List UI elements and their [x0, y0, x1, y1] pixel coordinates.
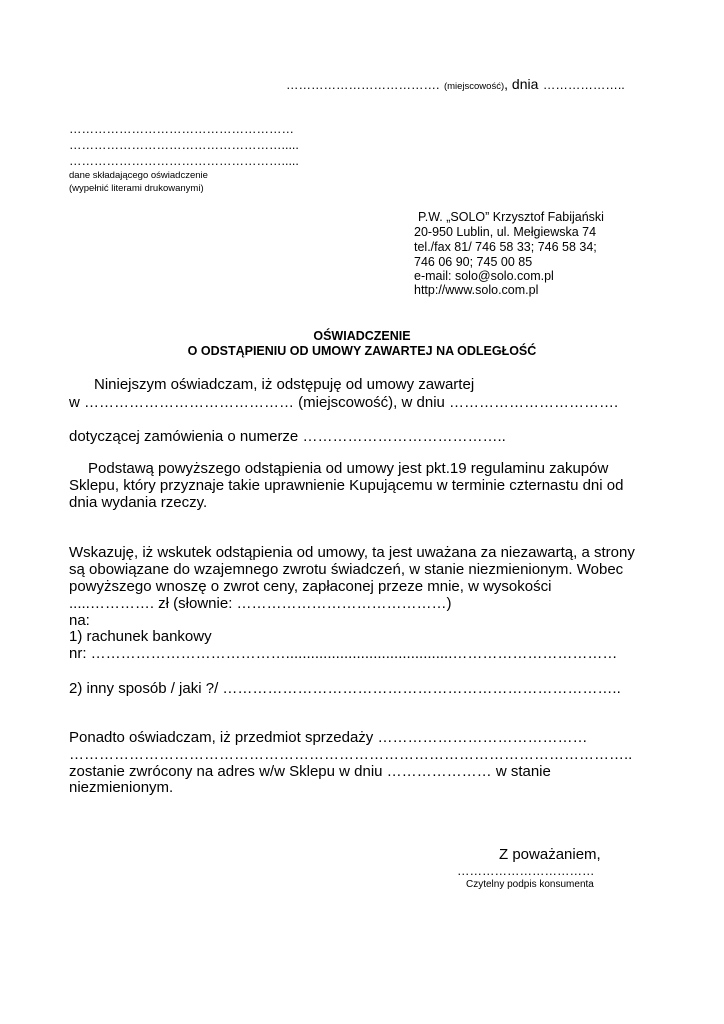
recipient-email: e-mail: solo@solo.com.pl — [414, 269, 554, 283]
body-other-method: 2) inny sposób / jaki ?/ …………………………………………………………………….. — [69, 680, 621, 697]
body-p1-line-2: w …………………………………… (miejscowość), w dniu ……………………………. — [69, 394, 619, 411]
body-p4-line-1: Wskazuję, iż wskutek odstąpienia od umowy, ta jest uważana za niezawartą, a strony — [69, 544, 635, 561]
place-date-line — [286, 76, 625, 94]
place-label: (miejscowość) — [443, 81, 505, 92]
body-order-number: dotyczącej zamówienia o numerze ………………………………….. — [69, 428, 506, 445]
recipient-website: http://www.solo.com.pl — [414, 283, 539, 297]
body-p6-line-1: Ponadto oświadczam, iż przedmiot sprzedaży …………………………………… — [69, 729, 588, 746]
body-na-label: na: — [69, 612, 90, 629]
signature-line: …………………………… — [457, 864, 595, 878]
sender-caption-note: (wypełnić literami drukowanymi) — [69, 183, 204, 194]
body-p4-line-3: powyższego wnoszę o zwrot ceny, zapłaconej przeze mnie, w wysokości — [69, 578, 552, 595]
recipient-phone-1: tel./fax 81/ 746 58 33; 746 58 34; — [414, 240, 597, 254]
recipient-company: P.W. „SOLO” Krzysztof Fabijański — [418, 210, 604, 224]
body-p6-line-4: niezmienionym. — [69, 779, 174, 796]
sender-line-1: ……………………………………………… — [69, 122, 294, 136]
sender-line-3: ……………………………………………..... — [69, 154, 299, 168]
sender-caption: dane składającego oświadczenie — [69, 170, 208, 181]
date-dots: ……………….. — [542, 78, 625, 92]
body-amount-line: .....…………. zł (słownie: ……………………………………) — [69, 595, 452, 612]
body-p3-line-1: Podstawą powyższego odstąpienia od umowy jest pkt.19 regulaminu zakupów — [88, 460, 609, 477]
body-p4-line-2: są obowiązane do wzajemnego zwrotu świadczeń, w stanie niezmienionym. Wobec — [69, 561, 624, 578]
body-p1-line-1: Niniejszym oświadczam, iż odstępuję od umowy zawartej — [94, 376, 475, 393]
recipient-phone-2: 746 06 90; 745 00 85 — [414, 255, 533, 269]
signature-label: Czytelny podpis konsumenta — [466, 879, 594, 890]
date-label: , dnia — [504, 76, 539, 92]
body-p3-line-2: Sklepu, który przyznaje takie uprawnienie Kupującemu w terminie czternastu dni od — [69, 477, 624, 494]
body-p6-line-2: ………………………………………………………………………………………………….. — [69, 746, 633, 763]
place-dots: ………………………………. — [286, 78, 440, 92]
document-title: OŚWIADCZENIE — [313, 329, 411, 343]
body-p6-line-3: zostanie zwrócony na adres w/w Sklepu w dniu ………………… w stanie — [69, 763, 551, 780]
body-bank-account-label: 1) rachunek bankowy — [69, 628, 212, 645]
document-subtitle: O ODSTĄPIENIU OD UMOWY ZAWARTEJ NA ODLEGŁOŚĆ — [187, 344, 537, 358]
sender-line-2: ……………………………………………..... — [69, 138, 299, 152]
closing-regards: Z poważaniem, — [499, 846, 601, 863]
body-p3-line-3: dnia wydania rzeczy. — [69, 494, 208, 511]
body-bank-account-number: nr: …………………………………........................................…………………………… — [69, 645, 618, 662]
recipient-street: 20-950 Lublin, ul. Mełgiewska 74 — [414, 225, 597, 239]
